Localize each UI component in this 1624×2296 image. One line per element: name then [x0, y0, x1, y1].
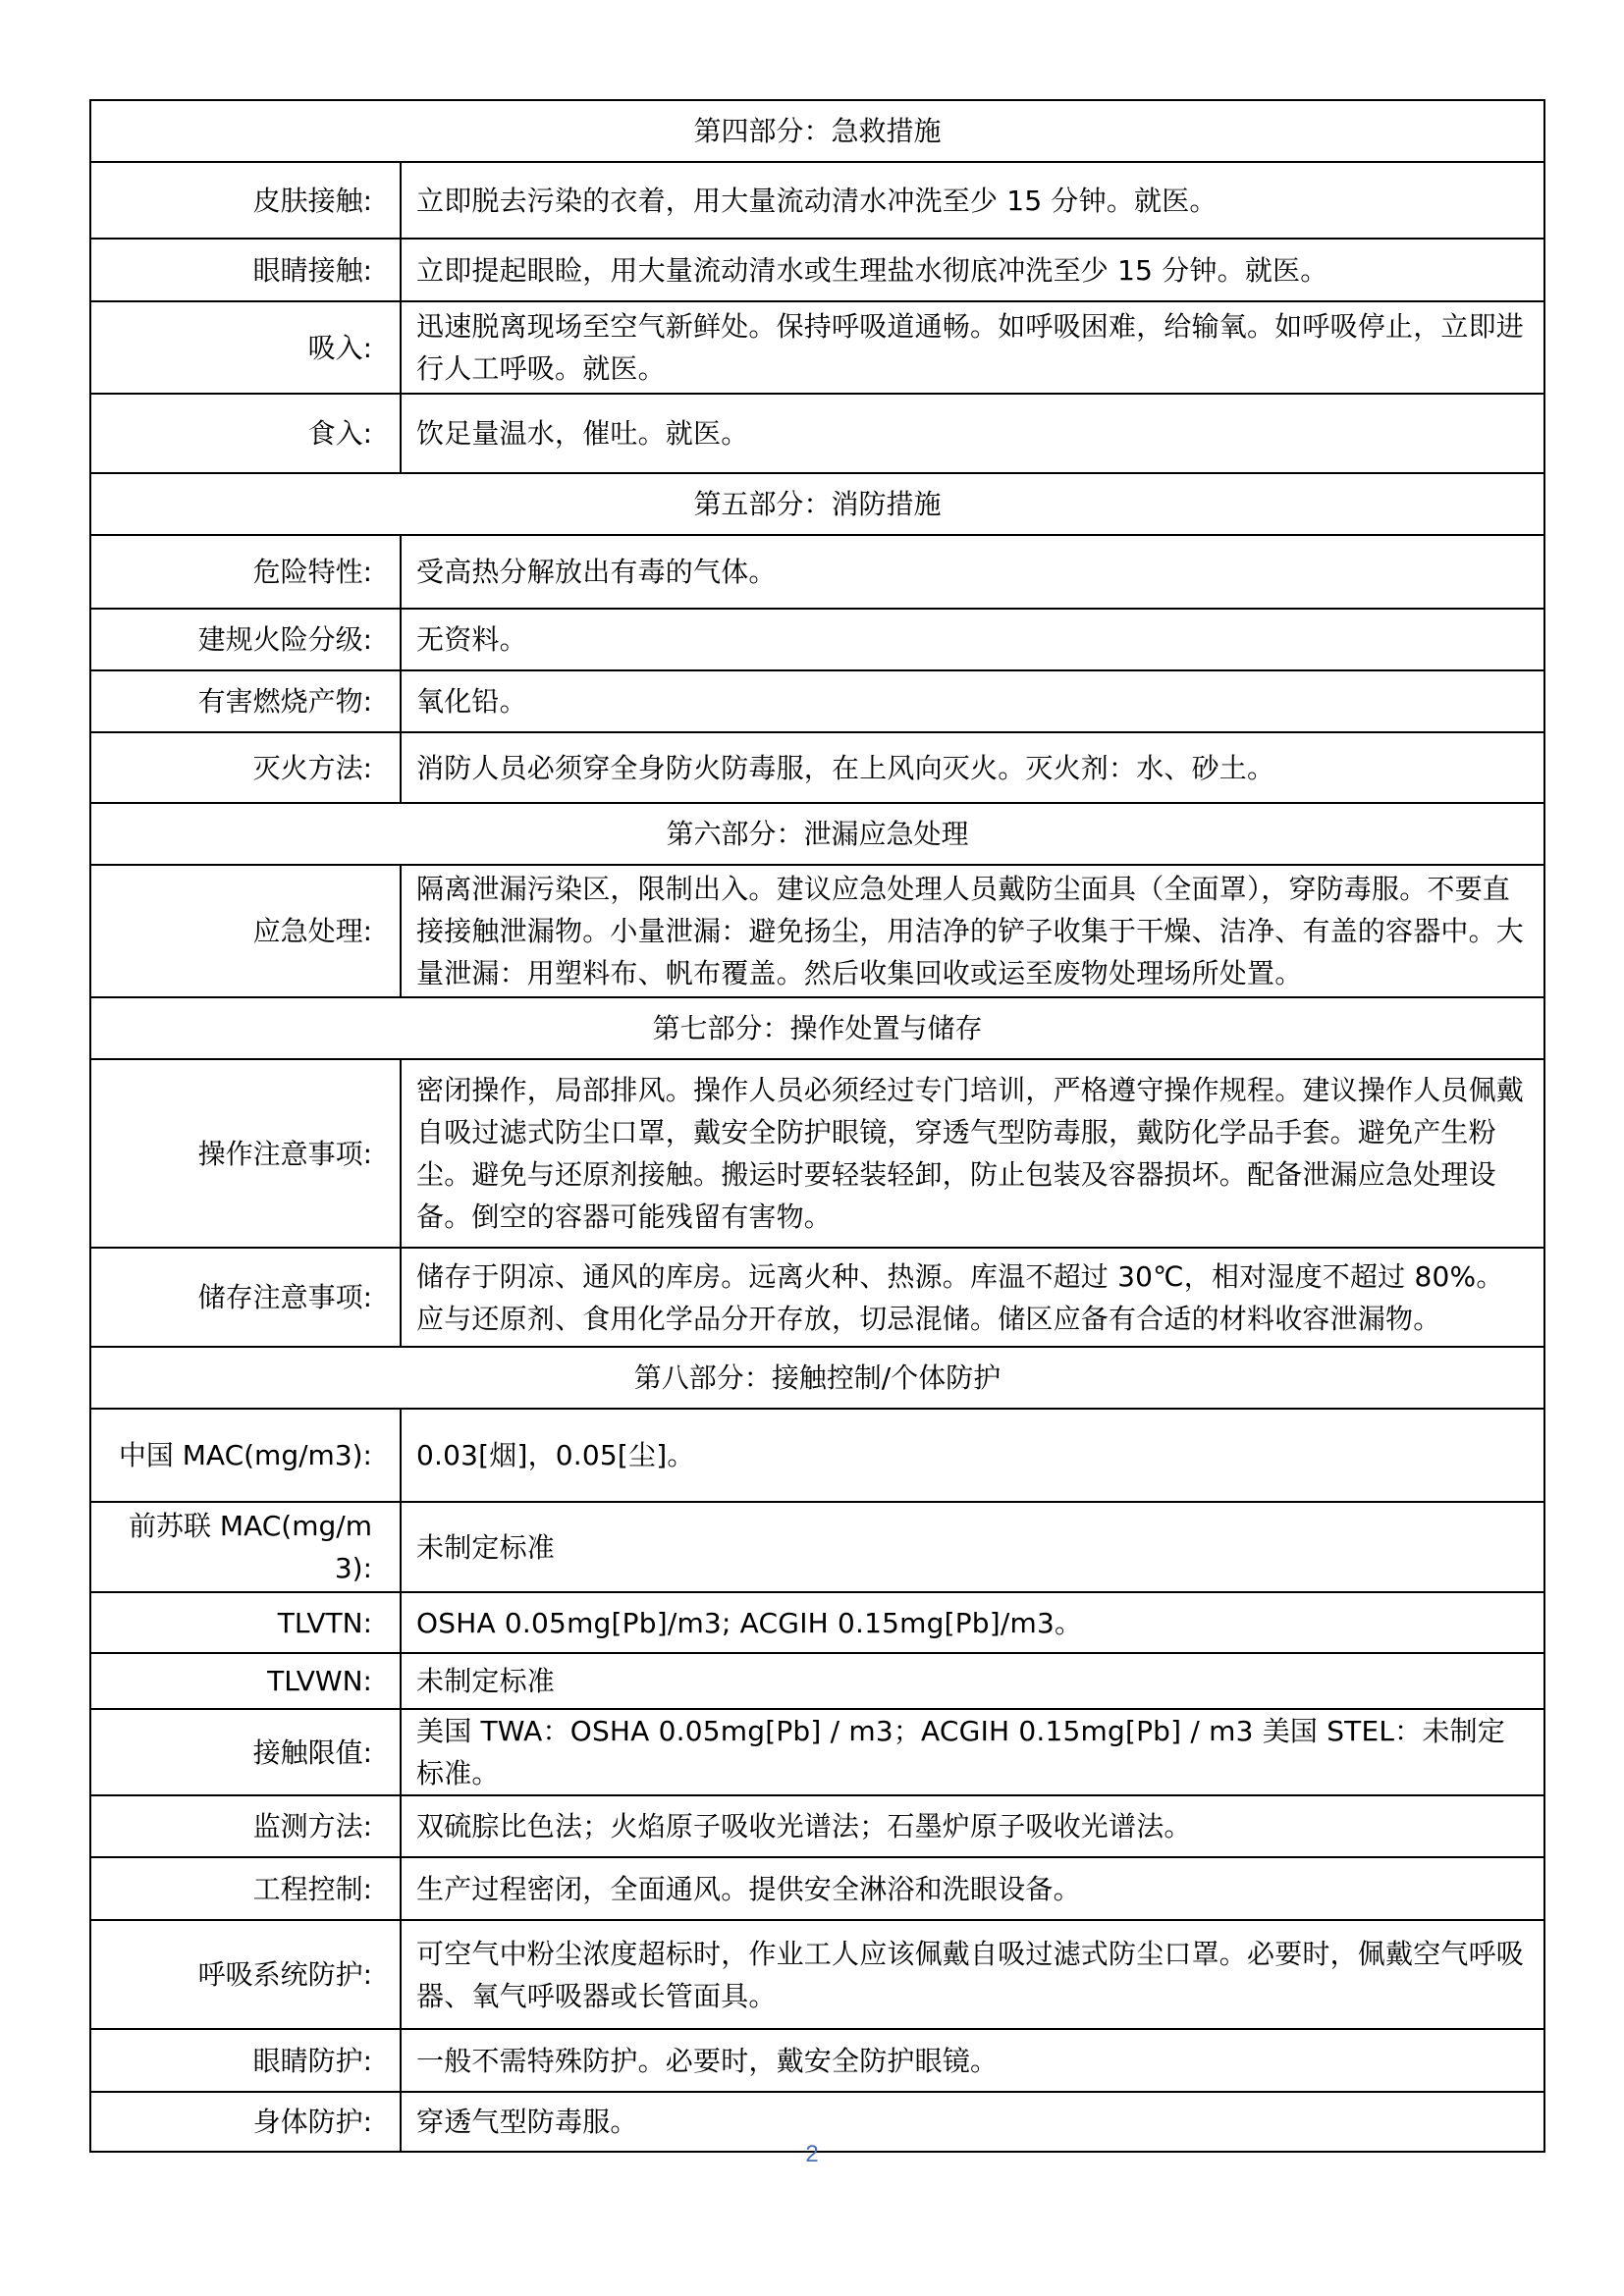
section-header-row — [90, 803, 1544, 865]
row-value: 隔离泄漏污染区，限制出入。建议应急处理人员戴防尘面具（全面罩），穿防毒服。不要直接接触泄漏物。小量泄漏：避免扬尘，用洁净的铲子收集于干燥、洁净、有盖的容器中。大量泄漏：用塑料布、帆布覆盖。然后收集回收或运至废物处理场所处置。 — [401, 865, 1544, 997]
row-value: 一般不需特殊防护。必要时，戴安全防护眼镜。 — [401, 2029, 1544, 2092]
row-label: 眼睛接触: — [90, 239, 401, 301]
section-title-exposure-control: 第八部分：接触控制/个体防护 — [90, 1347, 1544, 1409]
section-header-row — [90, 997, 1544, 1059]
table-row — [90, 732, 1544, 803]
row-label: 前苏联 MAC(mg/m3): — [90, 1502, 401, 1592]
row-label: TLVTN: — [90, 1592, 401, 1653]
row-label: 灭火方法: — [90, 732, 401, 803]
table-row — [90, 1709, 1544, 1795]
row-label: 皮肤接触: — [90, 162, 401, 239]
row-label: 食入: — [90, 394, 401, 473]
row-value: 受高热分解放出有毒的气体。 — [401, 535, 1544, 609]
table-row — [90, 865, 1544, 997]
row-label: 工程控制: — [90, 1857, 401, 1920]
row-value: 迅速脱离现场至空气新鲜处。保持呼吸道通畅。如呼吸困难，给输氧。如呼吸停止，立即进行人工呼吸。就医。 — [401, 301, 1544, 394]
row-value: 立即提起眼睑，用大量流动清水或生理盐水彻底冲洗至少 15 分钟。就医。 — [401, 239, 1544, 301]
row-label: 接触限值: — [90, 1709, 401, 1795]
msds-table — [89, 99, 1545, 2153]
section-title-first-aid: 第四部分：急救措施 — [90, 100, 1544, 162]
row-label: 应急处理: — [90, 865, 401, 997]
row-label: 眼睛防护: — [90, 2029, 401, 2092]
row-value: 生产过程密闭，全面通风。提供安全淋浴和洗眼设备。 — [401, 1857, 1544, 1920]
table-row — [90, 394, 1544, 473]
row-label: 监测方法: — [90, 1795, 401, 1857]
section-title-handling-storage: 第七部分：操作处置与储存 — [90, 997, 1544, 1059]
row-value: 穿透气型防毒服。 — [401, 2092, 1544, 2152]
row-value: 氧化铅。 — [401, 670, 1544, 732]
row-value: 消防人员必须穿全身防火防毒服，在上风向灭火。灭火剂：水、砂土。 — [401, 732, 1544, 803]
table-row — [90, 162, 1544, 239]
row-label: 建规火险分级: — [90, 609, 401, 670]
table-row — [90, 535, 1544, 609]
row-label: 呼吸系统防护: — [90, 1920, 401, 2029]
row-label: 吸入: — [90, 301, 401, 394]
table-row — [90, 1059, 1544, 1248]
table-row — [90, 1592, 1544, 1653]
row-value: 美国 TWA：OSHA 0.05mg[Pb] / m3；ACGIH 0.15mg[Pb] / m3 美国 STEL：未制定标准。 — [401, 1709, 1544, 1795]
row-value: OSHA 0.05mg[Pb]/m3; ACGIH 0.15mg[Pb]/m3。 — [401, 1592, 1544, 1653]
row-value: 立即脱去污染的衣着，用大量流动清水冲洗至少 15 分钟。就医。 — [401, 162, 1544, 239]
table-row — [90, 1795, 1544, 1857]
row-value: 双硫腙比色法；火焰原子吸收光谱法；石墨炉原子吸收光谱法。 — [401, 1795, 1544, 1857]
table-row — [90, 2029, 1544, 2092]
row-value: 0.03[烟]，0.05[尘]。 — [401, 1409, 1544, 1502]
row-label: 有害燃烧产物: — [90, 670, 401, 732]
table-row — [90, 609, 1544, 670]
row-label: 操作注意事项: — [90, 1059, 401, 1248]
table-row — [90, 670, 1544, 732]
section-header-row — [90, 1347, 1544, 1409]
table-row — [90, 301, 1544, 394]
section-header-row — [90, 473, 1544, 535]
table-row — [90, 1248, 1544, 1347]
row-value: 密闭操作，局部排风。操作人员必须经过专门培训，严格遵守操作规程。建议操作人员佩戴自吸过滤式防尘口罩，戴安全防护眼镜，穿透气型防毒服，戴防化学品手套。避免产生粉尘。避免与还原剂接触。搬运时要轻装轻卸，防止包装及容器损坏。配备泄漏应急处理设备。倒空的容器可能残留有害物。 — [401, 1059, 1544, 1248]
row-label: TLVWN: — [90, 1653, 401, 1709]
table-row — [90, 1653, 1544, 1709]
table-row — [90, 1502, 1544, 1592]
row-value: 储存于阴凉、通风的库房。远离火种、热源。库温不超过 30℃，相对湿度不超过 80%。应与还原剂、食用化学品分开存放，切忌混储。储区应备有合适的材料收容泄漏物。 — [401, 1248, 1544, 1347]
row-label: 中国 MAC(mg/m3): — [90, 1409, 401, 1502]
page-number: 2 — [805, 2141, 819, 2167]
table-row — [90, 1409, 1544, 1502]
row-value: 饮足量温水，催吐。就医。 — [401, 394, 1544, 473]
table-row — [90, 1857, 1544, 1920]
table-row — [90, 1920, 1544, 2029]
row-label: 身体防护: — [90, 2092, 401, 2152]
row-value: 未制定标准 — [401, 1502, 1544, 1592]
section-title-spill-response: 第六部分：泄漏应急处理 — [90, 803, 1544, 865]
row-label: 储存注意事项: — [90, 1248, 401, 1347]
section-header-row — [90, 100, 1544, 162]
table-row — [90, 239, 1544, 301]
row-value: 未制定标准 — [401, 1653, 1544, 1709]
row-label: 危险特性: — [90, 535, 401, 609]
row-value: 可空气中粉尘浓度超标时，作业工人应该佩戴自吸过滤式防尘口罩。必要时，佩戴空气呼吸器、氧气呼吸器或长管面具。 — [401, 1920, 1544, 2029]
row-value: 无资料。 — [401, 609, 1544, 670]
section-title-fire-fighting: 第五部分：消防措施 — [90, 473, 1544, 535]
